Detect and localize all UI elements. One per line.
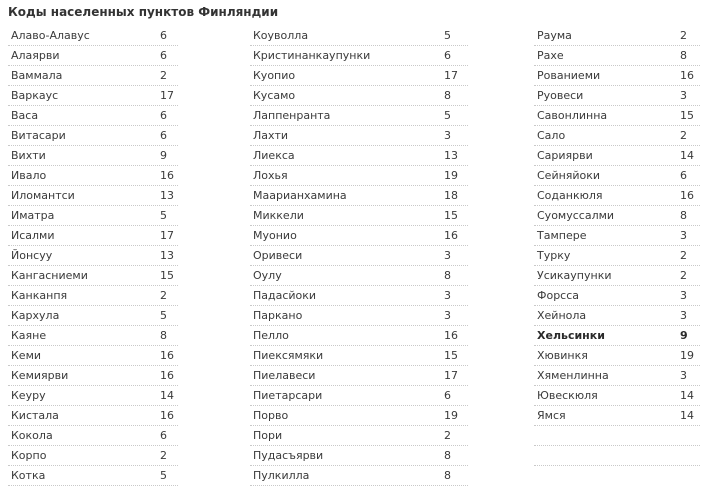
table-row (8, 306, 178, 326)
area-code: 8 (444, 89, 451, 102)
table-row (534, 226, 700, 246)
table-row (8, 406, 178, 426)
codes-column-1 (8, 26, 178, 486)
city-name: Хельсинки (537, 329, 605, 342)
table-row (8, 246, 178, 266)
area-code: 17 (444, 69, 458, 82)
area-code: 15 (680, 109, 694, 122)
area-code: 16 (444, 329, 458, 342)
city-name: Кангасниеми (11, 269, 88, 282)
table-row (534, 266, 700, 286)
table-row (8, 206, 178, 226)
table-row (534, 166, 700, 186)
city-name: Канканпя (11, 289, 68, 302)
city-name: Тампере (537, 229, 587, 242)
area-code: 15 (444, 349, 458, 362)
area-code: 2 (680, 129, 687, 142)
table-row (8, 66, 178, 86)
area-code: 17 (444, 369, 458, 382)
area-code: 6 (160, 429, 167, 442)
city-name: Корпо (11, 449, 47, 462)
table-row (250, 306, 468, 326)
area-code: 16 (160, 369, 174, 382)
table-row (534, 346, 700, 366)
city-name: Исалми (11, 229, 55, 242)
table-row (534, 86, 700, 106)
table-row (534, 366, 700, 386)
city-name: Сейняйоки (537, 169, 601, 182)
area-code: 8 (444, 469, 451, 482)
area-code: 2 (160, 69, 167, 82)
city-name: Каяне (11, 329, 47, 342)
area-code: 6 (160, 109, 167, 122)
city-name: Коуволла (253, 29, 309, 42)
table-row (534, 306, 700, 326)
area-code: 16 (680, 69, 694, 82)
area-code: 5 (160, 469, 167, 482)
city-name: Муонио (253, 229, 297, 242)
table-row (250, 66, 468, 86)
city-name: Лаппенранта (253, 109, 331, 122)
table-row (250, 246, 468, 266)
city-name: Раума (537, 29, 572, 42)
table-row (8, 426, 178, 446)
city-name: Паркано (253, 309, 303, 322)
table-row (250, 166, 468, 186)
codes-column-3 (534, 26, 700, 466)
area-code: 6 (444, 389, 451, 402)
table-row (534, 206, 700, 226)
city-name: Кокола (11, 429, 53, 442)
table-row (534, 246, 700, 266)
table-row (8, 86, 178, 106)
area-code: 6 (160, 29, 167, 42)
table-row (534, 326, 700, 346)
table-row (534, 386, 700, 406)
area-code: 3 (680, 229, 687, 242)
table-row (250, 206, 468, 226)
city-name: Алаярви (11, 49, 60, 62)
table-row (8, 146, 178, 166)
table-row (8, 46, 178, 66)
table-row (534, 66, 700, 86)
area-code: 3 (680, 369, 687, 382)
city-name: Пори (253, 429, 283, 442)
city-name: Пиелавеси (253, 369, 316, 382)
table-row (8, 446, 178, 466)
area-code: 3 (680, 289, 687, 302)
city-name: Лохья (253, 169, 288, 182)
table-row (534, 406, 700, 426)
table-row (250, 26, 468, 46)
city-name: Падасйоки (253, 289, 317, 302)
city-name: Соданкюля (537, 189, 603, 202)
city-name: Иломантси (11, 189, 75, 202)
city-name: Иматра (11, 209, 55, 222)
area-code: 13 (444, 149, 458, 162)
table-row (250, 426, 468, 446)
area-code: 2 (444, 429, 451, 442)
area-code: 5 (160, 309, 167, 322)
table-row (8, 346, 178, 366)
city-name: Пиексямяки (253, 349, 324, 362)
table-row (250, 126, 468, 146)
table-row (8, 366, 178, 386)
city-name: Савонлинна (537, 109, 608, 122)
area-code: 16 (444, 229, 458, 242)
city-name: Кусамо (253, 89, 296, 102)
area-code: 5 (444, 29, 451, 42)
city-name: Кеми (11, 349, 42, 362)
area-code: 14 (680, 409, 694, 422)
city-name: Хейнола (537, 309, 587, 322)
area-code: 8 (444, 269, 451, 282)
table-row (250, 466, 468, 486)
area-code: 19 (444, 169, 458, 182)
area-code: 2 (680, 269, 687, 282)
table-row (250, 86, 468, 106)
city-name: Хяменлинна (537, 369, 609, 382)
area-code: 15 (160, 269, 174, 282)
table-row (8, 326, 178, 346)
table-row (8, 226, 178, 246)
table-row (8, 106, 178, 126)
table-row (8, 26, 178, 46)
area-code: 9 (680, 329, 688, 342)
city-name: Кархула (11, 309, 60, 322)
area-code: 3 (680, 89, 687, 102)
table-row (250, 186, 468, 206)
area-code: 19 (680, 349, 694, 362)
city-name: Варкаус (11, 89, 59, 102)
area-code: 16 (160, 349, 174, 362)
city-name: Оривеси (253, 249, 303, 262)
city-name: Кистала (11, 409, 59, 422)
area-code: 17 (160, 229, 174, 242)
table-row (250, 326, 468, 346)
table-row (534, 146, 700, 166)
table-row (8, 386, 178, 406)
city-name: Усикаупунки (537, 269, 612, 282)
city-name: Васа (11, 109, 39, 122)
city-name: Сариярви (537, 149, 593, 162)
city-name: Вихти (11, 149, 46, 162)
city-name: Йонсуу (11, 249, 53, 262)
table-row (250, 266, 468, 286)
area-code: 17 (160, 89, 174, 102)
area-code: 3 (444, 249, 451, 262)
area-code: 13 (160, 249, 174, 262)
area-code: 14 (680, 389, 694, 402)
area-code: 16 (160, 169, 174, 182)
empty-row (534, 446, 700, 466)
area-code: 2 (160, 289, 167, 302)
city-name: Рахе (537, 49, 564, 62)
area-code: 6 (680, 169, 687, 182)
area-code: 8 (160, 329, 167, 342)
area-code: 16 (680, 189, 694, 202)
city-name: Ивало (11, 169, 47, 182)
city-name: Рованиеми (537, 69, 601, 82)
table-row (250, 226, 468, 246)
area-code: 18 (444, 189, 458, 202)
table-row (534, 106, 700, 126)
area-code: 3 (444, 309, 451, 322)
city-name: Маарианхамина (253, 189, 347, 202)
table-row (250, 446, 468, 466)
area-code: 6 (444, 49, 451, 62)
city-name: Хювинкя (537, 349, 588, 362)
city-name: Пелло (253, 329, 289, 342)
table-row (8, 266, 178, 286)
area-code: 5 (444, 109, 451, 122)
table-row (8, 286, 178, 306)
city-name: Ювескюля (537, 389, 598, 402)
city-name: Кеуру (11, 389, 46, 402)
city-name: Пиетарсари (253, 389, 323, 402)
area-code: 2 (680, 249, 687, 262)
city-name: Форсса (537, 289, 580, 302)
table-row (534, 26, 700, 46)
table-row (250, 406, 468, 426)
table-row (8, 186, 178, 206)
table-row (250, 46, 468, 66)
table-row (534, 186, 700, 206)
area-code: 13 (160, 189, 174, 202)
area-code: 5 (160, 209, 167, 222)
city-name: Сало (537, 129, 566, 142)
city-name: Куопио (253, 69, 296, 82)
table-row (534, 46, 700, 66)
table-row (534, 286, 700, 306)
area-code: 8 (680, 209, 687, 222)
table-row (250, 106, 468, 126)
city-name: Ямся (537, 409, 566, 422)
area-code: 8 (444, 449, 451, 462)
area-code: 3 (444, 129, 451, 142)
area-code: 3 (444, 289, 451, 302)
table-row (8, 126, 178, 146)
area-code: 3 (680, 309, 687, 322)
empty-row (534, 426, 700, 446)
area-code: 14 (680, 149, 694, 162)
area-code: 14 (160, 389, 174, 402)
city-name: Ваммала (11, 69, 63, 82)
city-name: Кристинанкаупунки (253, 49, 371, 62)
area-code: 6 (160, 129, 167, 142)
city-name: Пудасъярви (253, 449, 324, 462)
table-row (250, 366, 468, 386)
city-name: Лиекса (253, 149, 295, 162)
table-row (534, 126, 700, 146)
table-row (8, 466, 178, 486)
city-name: Порво (253, 409, 289, 422)
city-name: Алаво-Алавус (11, 29, 90, 42)
page-title: Коды населенных пунктов Финляндии (8, 5, 279, 19)
table-row (250, 146, 468, 166)
area-code: 8 (680, 49, 687, 62)
codes-column-2 (250, 26, 468, 486)
city-name: Пулкилла (253, 469, 310, 482)
area-code: 16 (160, 409, 174, 422)
city-name: Миккели (253, 209, 304, 222)
table-row (250, 386, 468, 406)
city-name: Лахти (253, 129, 289, 142)
city-name: Руовеси (537, 89, 584, 102)
area-code: 19 (444, 409, 458, 422)
table-row (250, 286, 468, 306)
area-code: 6 (160, 49, 167, 62)
area-code: 9 (160, 149, 167, 162)
city-name: Витасари (11, 129, 66, 142)
area-code: 2 (680, 29, 687, 42)
city-name: Суомуссалми (537, 209, 615, 222)
table-row (8, 166, 178, 186)
city-name: Кемиярви (11, 369, 69, 382)
city-name: Оулу (253, 269, 282, 282)
area-code: 15 (444, 209, 458, 222)
city-name: Котка (11, 469, 46, 482)
area-code: 2 (160, 449, 167, 462)
city-name: Турку (537, 249, 571, 262)
table-row (250, 346, 468, 366)
